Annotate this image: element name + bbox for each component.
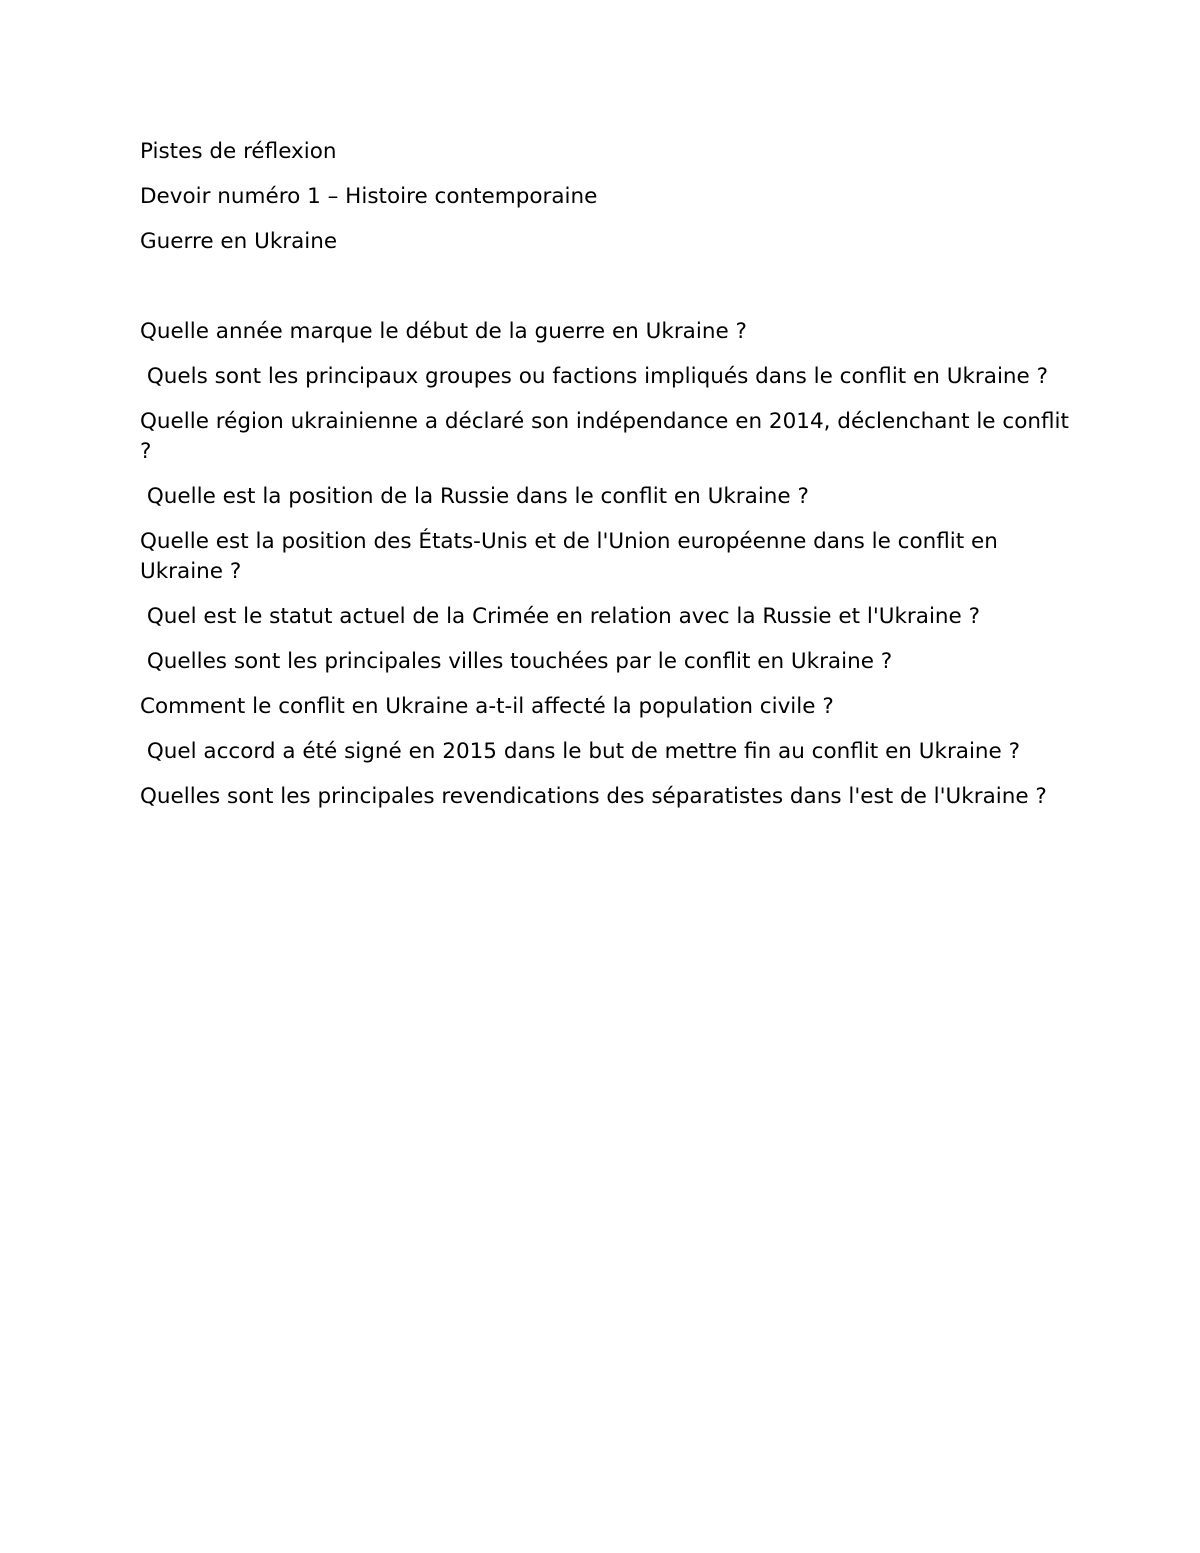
question-item: Quelle année marque le début de la guerre en Ukraine ? bbox=[140, 319, 747, 344]
question-item: Quelle est la position de la Russie dans le conflit en Ukraine ? bbox=[140, 484, 809, 509]
question-item: Quelle est la position des États-Unis et de l'Union européenne dans le conflit en Ukraine ? bbox=[140, 529, 1005, 584]
question-item: Comment le conflit en Ukraine a-t-il affecté la population civile ? bbox=[140, 694, 834, 719]
question-item: Quel est le statut actuel de la Crimée en relation avec la Russie et l'Ukraine ? bbox=[140, 604, 981, 629]
question-item: Quels sont les principaux groupes ou factions impliqués dans le conflit en Ukraine ? bbox=[140, 364, 1049, 389]
topic-title: Guerre en Ukraine bbox=[140, 229, 338, 254]
question-list bbox=[140, 317, 1076, 812]
blank-line bbox=[140, 272, 1070, 317]
question-item: Quelles sont les principales revendications des séparatistes dans l'est de l'Ukraine ? bbox=[140, 784, 1047, 809]
assignment-title: Devoir numéro 1 – Histoire contemporaine bbox=[140, 184, 598, 209]
document-body bbox=[140, 137, 1076, 827]
question-item: Quelle région ukrainienne a déclaré son indépendance en 2014, déclenchant le conflit ? bbox=[140, 409, 1076, 464]
question-item: Quel accord a été signé en 2015 dans le but de mettre fin au conflit en Ukraine ? bbox=[140, 739, 1021, 764]
question-item: Quelles sont les principales villes touchées par le conflit en Ukraine ? bbox=[140, 649, 893, 674]
header-subtitle: Pistes de réflexion bbox=[140, 139, 337, 164]
document-header bbox=[140, 137, 1070, 257]
